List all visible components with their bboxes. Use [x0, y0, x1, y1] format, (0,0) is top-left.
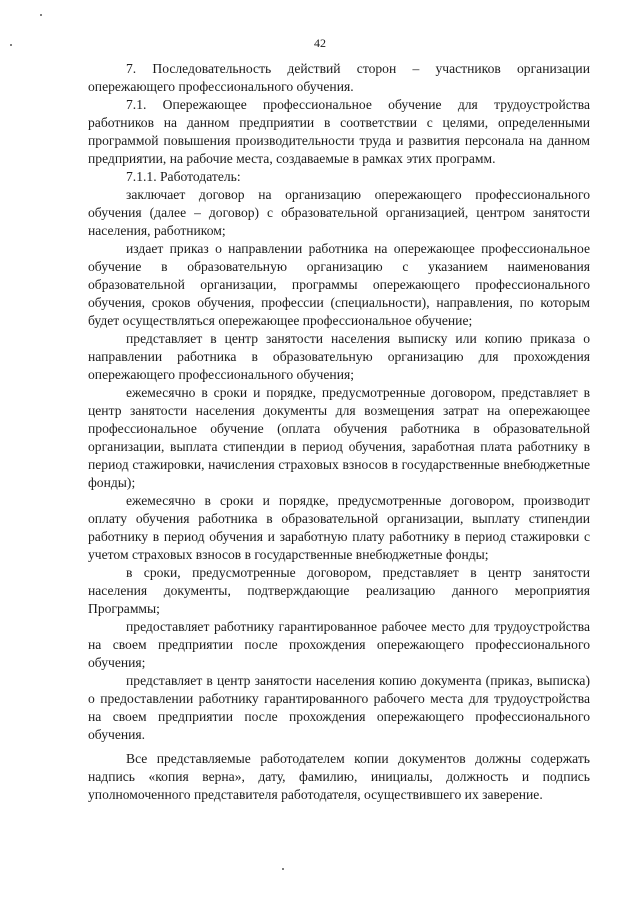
subsection-paragraph: 7.1. Опережающее профессиональное обучение для трудоустройства работников на данном предприятии в соответствии с целями, определенными программой повышения производительности труда и развития персонала на данном предприятии, на рабочие места, создаваемые в рамках этих программ. — [88, 97, 590, 166]
scan-speck — [282, 868, 284, 870]
duty-item: заключает договор на организацию опережающего профессионального обучения (далее – договор) с образовательной организацией, центром занятости населения, работником; — [88, 187, 590, 238]
duty-item: в сроки, предусмотренные договором, представляет в центр занятости населения документы, подтверждающие реализацию данного мероприятия Программы; — [88, 565, 590, 616]
duty-item: издает приказ о направлении работника на опережающее профессиональное обучение в образовательную организацию с указанием наименования образовательной организации, программы опережающего профессионального обучения, сроков обучения, профессии (специальности), направления, по которым будет осуществляться опережающее профессиональное обучение; — [88, 241, 590, 328]
duty-item: ежемесячно в сроки и порядке, предусмотренные договором, представляет в центр занятости населения документы для возмещения затрат на опережающее профессиональное обучение (оплата обучения работника в образовательной организации, выплата стипендии в период обучения, заработная плата работнику в период стажировки, начисления страховых взносов в государственные внебюджетные фонды); — [88, 385, 590, 490]
scan-speck — [40, 14, 42, 16]
document-body — [88, 60, 590, 804]
duty-item: представляет в центр занятости населения выписку или копию приказа о направлении работника в образовательную организацию для прохождения опережающего профессионального обучения; — [88, 331, 590, 382]
duty-item: ежемесячно в сроки и порядке, предусмотренные договором, производит оплату обучения работника в образовательной организации, выплату стипендии работнику в период обучения и заработную плату работнику в период стажировки с учетом страховых взносов в государственные внебюджетные фонды; — [88, 493, 590, 562]
scan-speck — [10, 44, 12, 46]
page-number: 42 — [314, 36, 326, 50]
subsection-heading: 7.1.1. Работодатель: — [126, 169, 241, 184]
closing-paragraph: Все представляемые работодателем копии документов должны содержать надпись «копия верна», дату, фамилию, инициалы, должность и подпись уполномоченного представителя работодателя, осуществившего их заверение. — [88, 751, 590, 802]
duty-item: представляет в центр занятости населения копию документа (приказ, выписка) о предоставлении работнику гарантированного рабочего места для трудоустройства на своем предприятии после прохождения опережающего профессионального обучения. — [88, 673, 590, 742]
duty-item: предоставляет работнику гарантированное рабочее место для трудоустройства на своем предприятии после прохождения опережающего профессионального обучения; — [88, 619, 590, 670]
section-heading: 7. Последовательность действий сторон – участников организации опережающего профессионального обучения. — [88, 61, 590, 94]
